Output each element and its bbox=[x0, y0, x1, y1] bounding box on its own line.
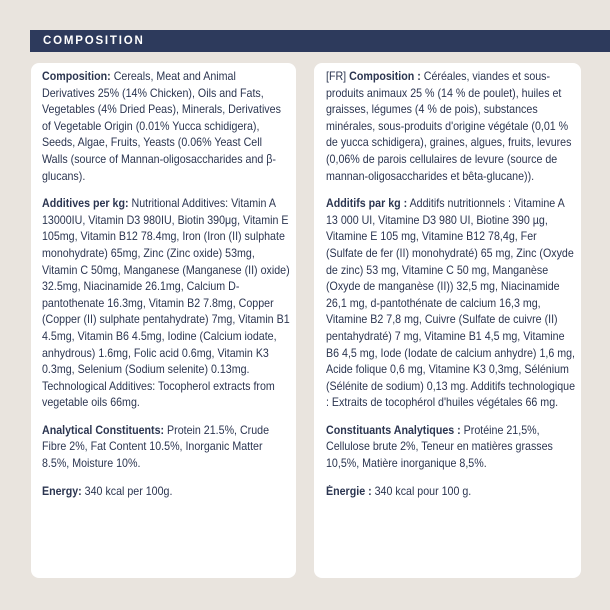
analytical-paragraph-fr bbox=[326, 423, 576, 473]
additives-label-fr: Additifs par kg : bbox=[326, 197, 408, 211]
french-composition-panel bbox=[314, 63, 581, 578]
additives-text-fr: Additifs nutritionnels : Vitamine A 13 000 UI, Vitamine D3 980 UI, Biotine 390 µg, Vitamine E 105 mg, Vitamine B12 78,4g, Fer (Sulfate de fer (II) monohydraté) 65 mg, Zinc (Oxyde de zinc) 53 mg, Vitamine C 50 mg, Manganèse (Oxyde de manganèse (II)) 32,5 mg, Niacinamide 26,1 mg, d-pantothénate de calcium 16,3 mg, Vitamine B2 7,8 mg, Cuivre (Sulfate de cuivre (II) pentahydraté) 7 mg, Vitamine B1 4,5 mg, Vitamine B6 4,5 mg, Iode (Iodate de calcium anhydre) 1,6 mg, Acide folique 0,6 mg, Vitamine K3 0,3mg, Sélénium (Sélénite de sodium) 0,13 mg. Additifs technologique : Extraits de tocophérol d'huiles végétales 66 mg. bbox=[326, 197, 576, 410]
analytical-text-fr: Protéine 21,5%, Cellulose brute 2%, Teneur en matières grasses 10,5%, Matière inorganique 8,5%. bbox=[326, 423, 553, 471]
energy-text: 340 kcal per 100g. bbox=[81, 484, 173, 498]
composition-label: Composition: bbox=[42, 70, 111, 83]
energy-label-fr: Énergie : bbox=[326, 484, 372, 498]
composition-paragraph-en bbox=[42, 69, 290, 185]
analytical-label-fr: Constituants Analytiques : bbox=[326, 423, 461, 437]
additives-label: Additives per kg: bbox=[42, 197, 129, 211]
section-title: COMPOSITION bbox=[43, 35, 145, 47]
additives-paragraph-en bbox=[42, 196, 290, 412]
additives-text: Nutritional Additives: Vitamin A 13000IU, Vitamin D3 980IU, Biotin 390μg, Vitamin E 105mg, Vitamin B12 78.4mg, Iron (Iron (II) sulphate monohydrate) 65mg, Zinc (Zinc oxide) 53mg, Vitamin C 50mg, Manganese (Manganese (II) oxide) 32.5mg, Niacinamide 26.1mg, Calcium D-pantothenate 16.3mg, Vitamin B2 7.8mg, Copper (Copper (II) sulphate pentahydrate) 7mg, Vitamin B1 4.5mg, Vitamin B6 4.5mg, Iodine (Calcium iodate, anhydrous) 1.6mg, Folic acid 0.6mg, Vitamin K3 0.3mg, Selenium (Sodium selenite) 0.13mg. Technological Additives: Tocopherol extracts from vegetable oils 66mg. bbox=[42, 197, 290, 410]
english-composition-panel bbox=[31, 63, 296, 578]
analytical-paragraph-en bbox=[42, 423, 290, 473]
section-header-bar bbox=[30, 30, 610, 52]
composition-text-fr: Céréales, viandes et sous-produits animaux 25 % (14 % de poulet), huiles et graisses, légumes (4 % de pois), substances minérales, sous-produits d'origine végétale (0,01 % de yucca schidigera), graines, algues, fruits, levures (0,06% de parois cellulaires de levure (source de mannan-oligosaccharides et bêta-glucane)). bbox=[326, 70, 572, 183]
analytical-text: Protein 21.5%, Crude Fibre 2%, Fat Content 10.5%, Inorganic Matter 8.5%, Moisture 10%. bbox=[42, 423, 270, 471]
additives-paragraph-fr bbox=[326, 196, 576, 412]
energy-label: Energy: bbox=[42, 484, 82, 498]
analytical-label: Analytical Constituents: bbox=[42, 423, 165, 437]
composition-text: Cereals, Meat and Animal Derivatives 25% (14% Chicken), Oils and Fats, Vegetables (4% Dried Peas), Minerals, Derivatives of Vegetable Origin (0.01% Yucca schidigera), Seeds, Algae, Fruits, Yeasts (0.06% Yeast Cell Walls (source of Mannan-oligosaccharides and β-glucans). bbox=[42, 70, 281, 183]
energy-paragraph-fr bbox=[326, 484, 576, 501]
composition-label-fr: Composition : bbox=[349, 70, 421, 83]
energy-paragraph-en bbox=[42, 484, 290, 501]
language-prefix: [FR] bbox=[326, 70, 350, 83]
energy-text-fr: 340 kcal pour 100 g. bbox=[371, 484, 472, 498]
composition-paragraph-fr bbox=[326, 69, 576, 185]
